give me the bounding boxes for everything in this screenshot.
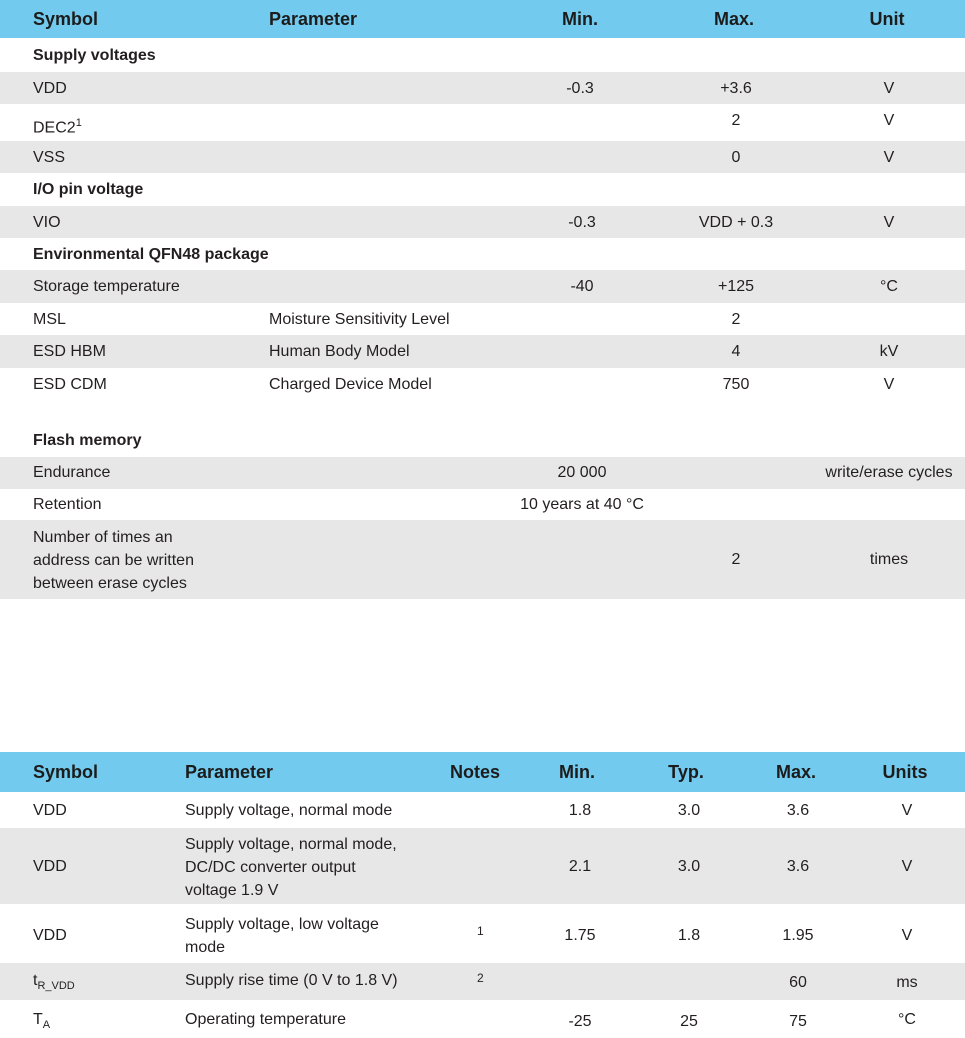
r5-symbol bbox=[33, 1010, 50, 1035]
r3-parameter bbox=[185, 913, 379, 959]
esd-cdm-symbol: ESD CDM bbox=[33, 376, 107, 393]
r1-max: 3.6 bbox=[786, 802, 810, 819]
storage-temp-unit: °C bbox=[880, 278, 898, 295]
vdd-min: -0.3 bbox=[566, 80, 594, 97]
r4-symbol-sub: R_VDD bbox=[37, 980, 75, 993]
r3-max: 1.95 bbox=[782, 927, 814, 944]
col-unit: Unit bbox=[869, 9, 905, 29]
table-row bbox=[0, 206, 965, 238]
r1-parameter: Supply voltage, normal mode bbox=[185, 802, 393, 819]
r2-unit: V bbox=[901, 858, 913, 875]
col-max: Max. bbox=[775, 762, 817, 782]
r5-symbol-sub: A bbox=[42, 1019, 51, 1032]
r2-parameter-line: voltage 1.9 V bbox=[185, 882, 279, 899]
storage-temp-max: +125 bbox=[717, 278, 755, 295]
table-row bbox=[0, 141, 965, 173]
table-row bbox=[0, 72, 965, 104]
section-flash-memory: Flash memory bbox=[33, 432, 142, 449]
r5-min: -25 bbox=[568, 1013, 592, 1030]
table1-header bbox=[0, 0, 965, 38]
r2-parameter bbox=[185, 833, 397, 902]
vio-max: VDD + 0.3 bbox=[698, 214, 774, 231]
r3-parameter-line: Supply voltage, low voltage bbox=[185, 916, 379, 933]
dec2-symbol bbox=[33, 113, 82, 138]
col-parameter: Parameter bbox=[185, 762, 274, 782]
vdd-symbol: VDD bbox=[33, 80, 67, 97]
writes-label-line: address can be written bbox=[33, 552, 194, 569]
col-max: Max. bbox=[713, 9, 755, 29]
r5-max: 75 bbox=[789, 1013, 807, 1030]
r3-note: 1 bbox=[477, 924, 484, 938]
writes-label-line: Number of times an bbox=[33, 529, 173, 546]
msl-max: 2 bbox=[731, 311, 741, 328]
r5-symbol-main: T bbox=[33, 1011, 43, 1028]
vss-symbol: VSS bbox=[33, 149, 66, 166]
vio-min: -0.3 bbox=[568, 214, 596, 231]
storage-temp-min: -40 bbox=[570, 278, 594, 295]
retention-value: 10 years at 40 °C bbox=[520, 496, 644, 513]
r5-typ: 25 bbox=[680, 1013, 698, 1030]
r5-unit: °C bbox=[898, 1011, 916, 1028]
r5-parameter: Operating temperature bbox=[185, 1011, 346, 1028]
r1-symbol: VDD bbox=[33, 802, 67, 819]
vdd-unit: V bbox=[883, 80, 895, 97]
table-row bbox=[0, 335, 965, 368]
dec2-label: DEC2 bbox=[33, 119, 76, 137]
col-units: Units bbox=[882, 762, 928, 782]
esd-hbm-unit: kV bbox=[879, 343, 899, 360]
r4-note: 2 bbox=[477, 971, 484, 985]
section-io-pin-voltage: I/O pin voltage bbox=[33, 181, 144, 198]
r3-parameter-line: mode bbox=[185, 939, 226, 956]
r3-min: 1.75 bbox=[564, 927, 596, 944]
esd-hbm-parameter: Human Body Model bbox=[269, 343, 410, 360]
dec2-max: 2 bbox=[731, 112, 741, 129]
col-typ: Typ. bbox=[668, 762, 704, 782]
col-min: Min. bbox=[559, 762, 595, 782]
r4-symbol bbox=[33, 971, 75, 996]
esd-cdm-max: 750 bbox=[722, 376, 750, 393]
writes-unit: times bbox=[869, 551, 909, 568]
r3-typ: 1.8 bbox=[677, 927, 701, 944]
writes-label-line: between erase cycles bbox=[33, 575, 187, 592]
table-row bbox=[0, 828, 965, 904]
dec2-footnote: 1 bbox=[75, 117, 82, 129]
r4-symbol-main: t bbox=[33, 972, 38, 989]
dec2-unit: V bbox=[883, 112, 895, 129]
r2-parameter-line: DC/DC converter output bbox=[185, 859, 356, 876]
esd-hbm-max: 4 bbox=[731, 343, 741, 360]
storage-temp-symbol: Storage temperature bbox=[33, 278, 180, 295]
r3-symbol: VDD bbox=[33, 927, 67, 944]
r2-min: 2.1 bbox=[568, 858, 592, 875]
retention-label: Retention bbox=[33, 496, 102, 513]
col-min: Min. bbox=[562, 9, 598, 29]
r2-typ: 3.0 bbox=[677, 858, 701, 875]
esd-cdm-parameter: Charged Device Model bbox=[269, 376, 432, 393]
r1-typ: 3.0 bbox=[677, 802, 701, 819]
r3-unit: V bbox=[901, 927, 913, 944]
endurance-label: Endurance bbox=[33, 464, 111, 481]
vss-max: 0 bbox=[731, 149, 741, 166]
endurance-unit: write/erase cycles bbox=[825, 464, 953, 481]
writes-label bbox=[33, 526, 194, 595]
r4-unit: ms bbox=[896, 974, 918, 991]
vio-unit: V bbox=[883, 214, 895, 231]
esd-hbm-symbol: ESD HBM bbox=[33, 343, 106, 360]
r4-parameter: Supply rise time (0 V to 1.8 V) bbox=[185, 972, 398, 989]
vss-unit: V bbox=[883, 149, 895, 166]
r2-parameter-line: Supply voltage, normal mode, bbox=[185, 836, 397, 853]
col-symbol: Symbol bbox=[33, 9, 99, 29]
section-environmental: Environmental QFN48 package bbox=[33, 246, 269, 263]
r1-unit: V bbox=[901, 802, 913, 819]
endurance-value: 20 000 bbox=[557, 464, 607, 481]
vio-symbol: VIO bbox=[33, 214, 61, 231]
r2-max: 3.6 bbox=[786, 858, 810, 875]
col-notes: Notes bbox=[450, 762, 501, 782]
col-symbol: Symbol bbox=[33, 762, 99, 782]
section-supply-voltages: Supply voltages bbox=[33, 47, 156, 64]
table-row bbox=[0, 457, 965, 489]
r2-symbol: VDD bbox=[33, 858, 67, 875]
col-parameter: Parameter bbox=[269, 9, 358, 29]
vdd-max: +3.6 bbox=[720, 80, 752, 97]
writes-value: 2 bbox=[731, 551, 741, 568]
esd-cdm-unit: V bbox=[883, 376, 895, 393]
msl-symbol: MSL bbox=[33, 311, 66, 328]
msl-parameter: Moisture Sensitivity Level bbox=[269, 311, 450, 328]
r1-min: 1.8 bbox=[568, 802, 592, 819]
r4-max: 60 bbox=[789, 974, 807, 991]
